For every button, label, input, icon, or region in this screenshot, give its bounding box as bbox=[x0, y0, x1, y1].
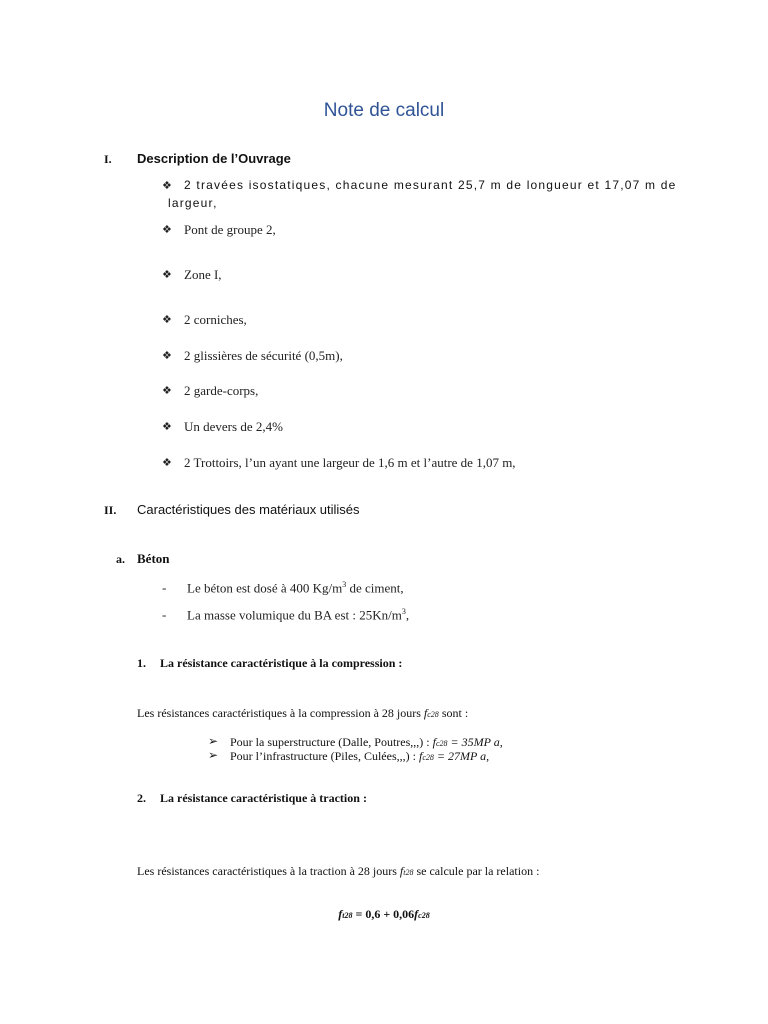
dash-bullet: - bbox=[162, 580, 167, 595]
list-item-pont: Pont de groupe 2, bbox=[184, 222, 276, 237]
diamond-bullet-icon: ❖ bbox=[162, 180, 172, 192]
list-item-travees-cont: largeur, bbox=[168, 196, 218, 210]
beton-dosage: Le béton est dosé à 400 $Kg/m^3$ de ciment, bbox=[187, 580, 404, 596]
section-1-number: I. bbox=[104, 152, 112, 166]
list-item-glissieres: 2 glissières de sécurité (0,5m), bbox=[184, 348, 343, 363]
diamond-bullet-icon: ❖ bbox=[162, 314, 172, 326]
traction-heading: La résistance caractéristique à traction : bbox=[160, 791, 367, 805]
diamond-bullet-icon: ❖ bbox=[162, 224, 172, 236]
traction-formula: ft28 = 0,6 + 0,06fc28 bbox=[338, 907, 430, 921]
diamond-bullet-icon: ❖ bbox=[162, 269, 172, 281]
compression-number: 1. bbox=[137, 656, 146, 670]
traction-intro: Les résistances caractéristiques à la traction à 28 jours ft28 se calcule par la relation : bbox=[137, 864, 540, 878]
arrow-bullet-icon: ➢ bbox=[208, 748, 219, 762]
compression-superstructure: Pour la superstructure (Dalle, Poutres,,,) : fc28 = 35MP a, bbox=[230, 735, 503, 749]
traction-number: 2. bbox=[137, 791, 146, 805]
section-1-heading: Description de l’Ouvrage bbox=[137, 151, 291, 166]
diamond-bullet-icon: ❖ bbox=[162, 421, 172, 433]
list-item-zone: Zone I, bbox=[184, 267, 222, 282]
compression-infrastructure: Pour l’infrastructure (Piles, Culées,,,) : fc28 = 27MP a, bbox=[230, 749, 490, 763]
list-item-garde-corps: 2 garde-corps, bbox=[184, 383, 259, 398]
compression-intro: Les résistances caractéristiques à la compression à 28 jours fc28 sont : bbox=[137, 706, 469, 720]
section-2-number: II. bbox=[104, 503, 117, 517]
diamond-bullet-icon: ❖ bbox=[162, 457, 172, 469]
diamond-bullet-icon: ❖ bbox=[162, 350, 172, 362]
list-item-devers: Un devers de 2,4% bbox=[184, 419, 283, 434]
list-item-travees: 2 travées isostatiques, chacune mesurant 25,7 m de longueur et 17,07 m de bbox=[184, 178, 677, 192]
section-2-heading: Caractéristiques des matériaux utilisés bbox=[137, 502, 360, 517]
subsection-a-heading: Béton bbox=[137, 551, 170, 566]
dash-bullet: - bbox=[162, 607, 167, 622]
beton-masse-volumique: La masse volumique du BA est : $25Kn/m^3$, bbox=[187, 607, 410, 623]
arrow-bullet-icon: ➢ bbox=[208, 734, 219, 748]
list-item-corniches: 2 corniches, bbox=[184, 312, 247, 327]
list-item-trottoirs: 2 Trottoirs, l’un ayant une largeur de 1,6 m et l’autre de 1,07 m, bbox=[184, 455, 516, 470]
compression-heading: La résistance caractéristique à la compression : bbox=[160, 656, 403, 670]
page-title: Note de calcul bbox=[323, 100, 445, 121]
diamond-bullet-icon: ❖ bbox=[162, 385, 172, 397]
subsection-a-letter: a. bbox=[116, 552, 125, 566]
